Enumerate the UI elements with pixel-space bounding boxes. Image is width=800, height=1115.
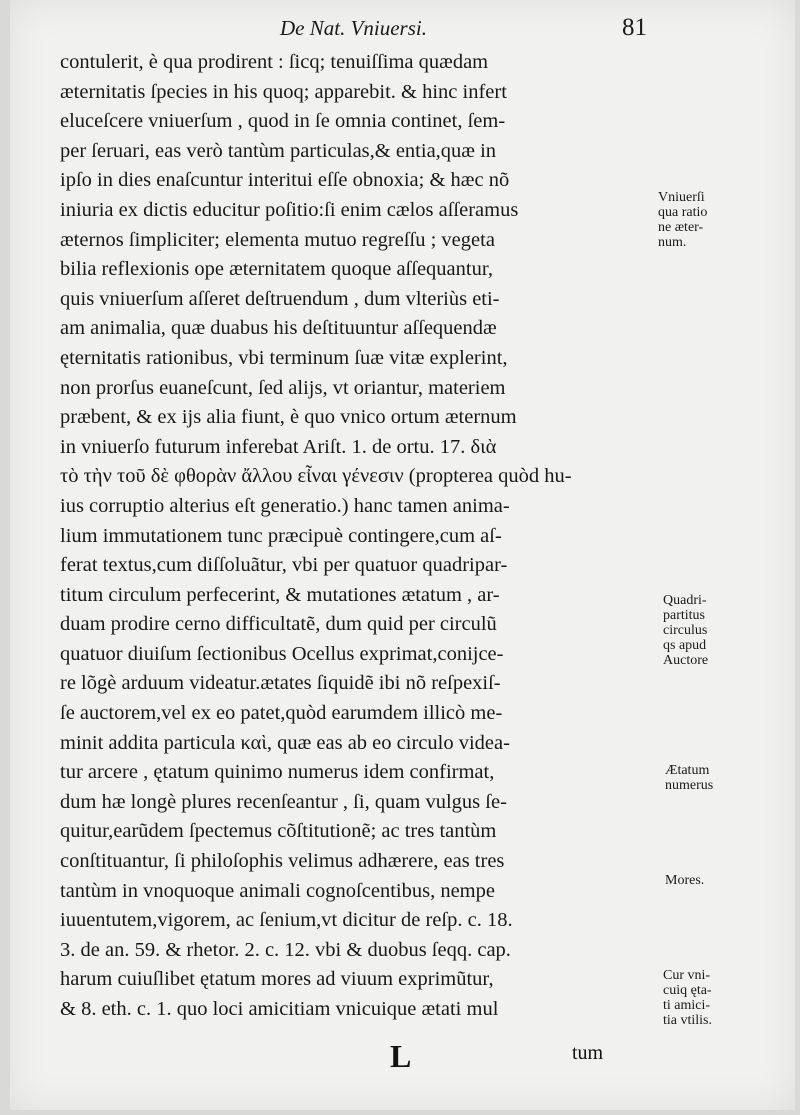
- margin-note-line: ne æter-: [658, 220, 704, 235]
- catchword: tum: [572, 1042, 604, 1064]
- margin-note-line: partitus: [663, 608, 705, 623]
- margin-note-line: qs apud: [663, 638, 707, 653]
- margin-note-line: num.: [658, 235, 687, 250]
- margin-note-line: ti amici-: [663, 998, 711, 1013]
- text-line: æternitatis ſpecies in his quoq; apparebit. & hinc infert: [60, 80, 507, 103]
- text-line: τὸ τὴν τοῦ δὲ φθορὰν ἄλλου εἶναι γένεσιν (propterea quòd hu-: [60, 465, 572, 488]
- margin-note-line: cuiq ęta-: [663, 983, 712, 998]
- text-line: titum circulum perfecerint, & mutationes ætatum , ar-: [60, 583, 500, 606]
- text-line: dum hæ longè plures recenſeantur , ſi, quam vulgus ſe-: [60, 790, 507, 813]
- text-line: quitur,earũdem ſpectemus cõſtitutionẽ; ac tres tantùm: [60, 820, 497, 843]
- margin-note-line: numerus: [665, 778, 714, 793]
- body-text: [60, 48, 660, 1025]
- margin-note: [665, 763, 713, 793]
- text-line: contulerit, è qua prodirent : ſicq; tenuiſſima quædam: [60, 51, 489, 73]
- margin-note-line: Ætatum: [665, 763, 710, 778]
- margin-note: [658, 190, 707, 250]
- text-line: harum cuiuſlibet ętatum mores ad viuum exprimũtur,: [60, 968, 494, 991]
- text-line: tantùm in vnoquoque animali cognoſcentibus, nempe: [60, 879, 495, 902]
- page-number: 81: [622, 14, 647, 41]
- margin-note-line: Mores.: [665, 873, 705, 888]
- text-line: duam prodire cerno difficultatẽ, dum quid per circulũ: [60, 613, 497, 636]
- text-line: æternos ſimpliciter; elementa mutuo regreſſu ; vegeta: [60, 228, 495, 251]
- text-line: tur arcere , ętatum quinimo numerus idem confirmat,: [60, 761, 495, 784]
- running-title: De Nat. Vniuersi.: [280, 16, 427, 40]
- text-line: ęternitatis rationibus, vbi terminum ſuæ vitæ explerint,: [60, 346, 508, 369]
- text-line: in vniuerſo futurum inferebat Ariſt. 1. de ortu. 17. διὰ: [60, 435, 497, 458]
- text-line: quatuor diuiſum ſectionibus Ocellus exprimat,conijce-: [60, 642, 504, 665]
- margin-note-line: tia vtilis.: [663, 1013, 712, 1028]
- margin-note: [663, 593, 708, 668]
- text-line: non prorſus euaneſcunt, ſed alijs, vt oriantur, materiem: [60, 376, 506, 399]
- text-line: præbent, & ex ijs alia fiunt, è quo vnico ortum æternum: [60, 406, 517, 429]
- text-line: eluceſcere vniuerſum , quod in ſe omnia continet, ſem-: [60, 110, 506, 133]
- text-line: am animalia, quæ duabus his deſtituuntur aſſequendæ: [60, 317, 497, 340]
- text-line: minit addita particula καὶ, quæ eas ab eo circulo videa-: [60, 731, 510, 754]
- text-line: iniuria ex dictis educitur poſitio:ſi enim cælos aſſeramus: [60, 198, 519, 221]
- page-header: [260, 14, 680, 44]
- text-line: quis vniuerſum aſſeret deſtruendum , dum vlteriùs eti-: [60, 287, 500, 310]
- text-line: lium immutationem tunc præcipuè contingere,cum aſ-: [60, 524, 502, 547]
- text-line: iuuentutem,vigorem, ac ſenium,vt dicitur de reſp. c. 18.: [60, 909, 513, 932]
- margin-note: [663, 968, 712, 1028]
- margin-note-line: circulus: [663, 623, 708, 638]
- margin-note: [665, 873, 704, 888]
- signature-mark: L: [390, 1038, 412, 1074]
- text-line: conſtituantur, ſi philoſophis velimus adhærere, eas tres: [60, 850, 505, 873]
- book-page: [10, 0, 795, 1110]
- text-line: & 8. eth. c. 1. quo loci amicitiam vnicuique ætati mul: [60, 998, 499, 1020]
- text-line: ius corruptio alterius eſt generatio.) hanc tamen anima-: [60, 494, 510, 517]
- text-line: re lõgè arduum videatur.ætates ſiquidẽ ibi nõ reſpexiſ-: [60, 672, 501, 695]
- margin-note-line: qua ratio: [658, 205, 708, 220]
- text-line: bilia reflexionis ope æternitatem quoque aſſequantur,: [60, 258, 493, 281]
- text-line: ferat textus,cum diſſoluãtur, vbi per quatuor quadripar-: [60, 554, 508, 577]
- text-line: ſe auctorem,vel ex eo patet,quòd earumdem illicò me-: [60, 702, 503, 725]
- margin-note-line: Vniuerſi: [658, 190, 705, 205]
- margin-note-line: Quadri-: [663, 593, 707, 608]
- margin-note-line: Cur vni-: [663, 968, 711, 983]
- margin-note-line: Auctore: [663, 653, 709, 668]
- text-line: per ſeruari, eas verò tantùm particulas,& entia,quæ in: [60, 139, 497, 162]
- text-line: 3. de an. 59. & rhetor. 2. c. 12. vbi & duobus ſeqq. cap.: [60, 938, 511, 961]
- text-line: ipſo in dies enaſcuntur interitui eſſe obnoxia; & hæc nõ: [60, 169, 510, 192]
